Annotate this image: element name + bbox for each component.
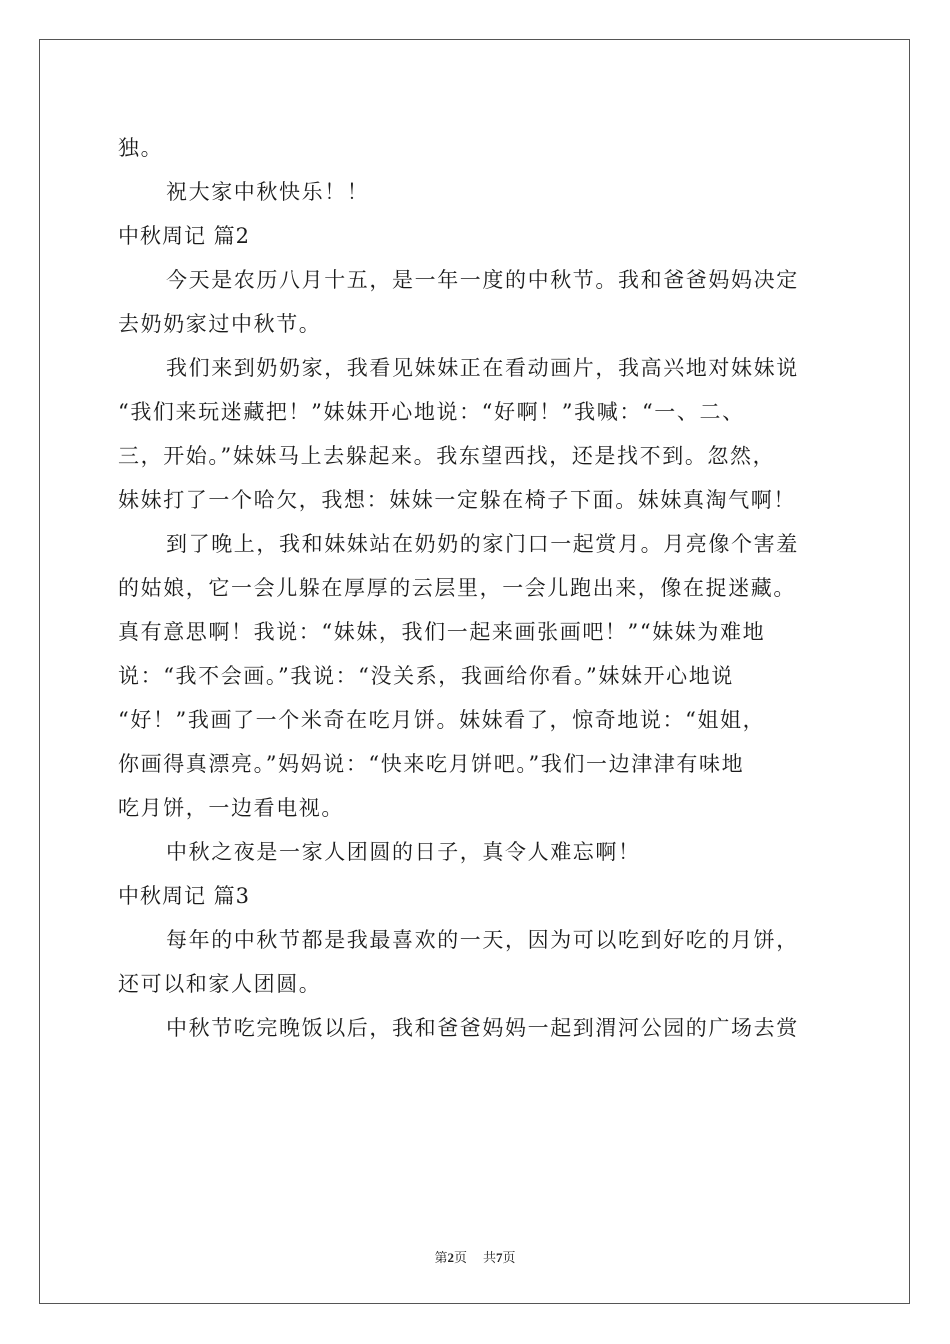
text-line: 妹妹打了一个哈欠，我想：妹妹一定躲在椅子下面。妹妹真淘气啊！ — [118, 488, 796, 512]
text-line: 到了晚上，我和妹妹站在奶奶的家门口一起赏月。月亮像个害羞 — [166, 532, 799, 556]
document-body — [118, 126, 834, 1050]
text-line: 我们来到奶奶家，我看见妹妹正在看动画片，我高兴地对妹妹说 — [166, 356, 799, 380]
page-total: 共7页 — [483, 1250, 516, 1265]
text-line: 祝大家中秋快乐！！ — [166, 180, 370, 204]
page-footer — [0, 1247, 950, 1266]
text-line: 中秋之夜是一家人团圆的日子，真令人难忘啊！ — [166, 840, 641, 864]
text-line: 你画得真漂亮。”妈妈说：“快来吃月饼吧。”我们一边津津有味地 — [118, 752, 745, 776]
text-line: 中秋节吃完晚饭以后，我和爸爸妈妈一起到渭河公园的广场去赏 — [166, 1016, 799, 1040]
text-line: “我们来玩迷藏把！”妹妹开心地说：“好啊！”我喊：“一、二、 — [118, 400, 745, 424]
text-line: 吃月饼，一边看电视。 — [118, 796, 344, 820]
text-line: 独。 — [118, 136, 164, 160]
section-heading: 中秋周记 篇2 — [118, 224, 251, 248]
section-heading: 中秋周记 篇3 — [118, 884, 251, 908]
text-line: 每年的中秋节都是我最喜欢的一天，因为可以吃到好吃的月饼， — [166, 928, 799, 952]
text-line: 真有意思啊！我说：“妹妹，我们一起来画张画吧！”“妹妹为难地 — [118, 620, 766, 644]
text-line: 还可以和家人团圆。 — [118, 972, 322, 996]
page-number: 第2页 — [434, 1250, 467, 1265]
text-line: 的姑娘，它一会儿躲在厚厚的云层里，一会儿跑出来，像在捉迷藏。 — [118, 576, 796, 600]
text-line: 今天是农历八月十五，是一年一度的中秋节。我和爸爸妈妈决定 — [166, 268, 799, 292]
text-line: 说：“我不会画。”我说：“没关系，我画给你看。”妹妹开心地说 — [118, 664, 734, 688]
text-line: “好！”我画了一个米奇在吃月饼。妹妹看了，惊奇地说：“姐姐， — [118, 708, 766, 732]
text-line: 三，开始。”妹妹马上去躲起来。我东望西找，还是找不到。忽然， — [118, 444, 776, 468]
text-line: 去奶奶家过中秋节。 — [118, 312, 322, 336]
